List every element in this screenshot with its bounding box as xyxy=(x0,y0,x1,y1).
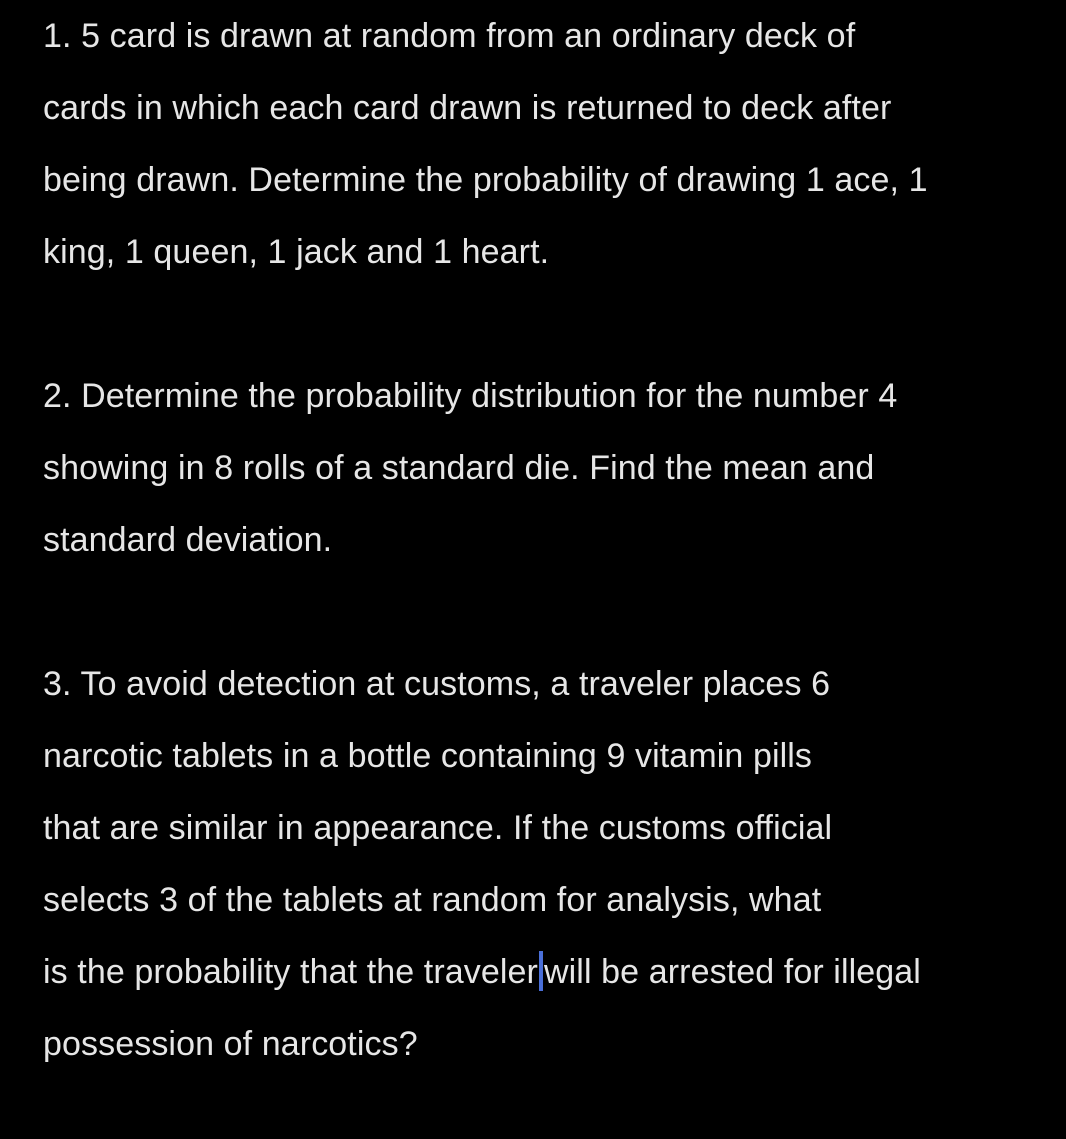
text-cursor xyxy=(539,951,543,991)
text-line: 3. To avoid detection at customs, a traveler places 6 xyxy=(43,665,831,703)
problem-2[interactable] xyxy=(43,360,1043,576)
text-line: being drawn. Determine the probability of drawing 1 ace, 1 xyxy=(43,161,928,199)
text-after-cursor: will be arrested for illegal xyxy=(543,953,921,991)
text-line: selects 3 of the tablets at random for analysis, what xyxy=(43,881,822,919)
text-line: that are similar in appearance. If the customs official xyxy=(43,809,833,847)
text-line: narcotic tablets in a bottle containing 9 vitamin pills xyxy=(43,737,813,775)
text-line: standard deviation. xyxy=(43,521,333,559)
text-line-with-cursor xyxy=(43,936,1043,1008)
text-line: showing in 8 rolls of a standard die. Find the mean and xyxy=(43,449,875,487)
text-line: 2. Determine the probability distribution for the number 4 xyxy=(43,377,898,415)
text-line: 1. 5 card is drawn at random from an ordinary deck of xyxy=(43,17,856,55)
text-line: cards in which each card drawn is returned to deck after xyxy=(43,89,892,127)
text-before-cursor: is the probability that the traveler xyxy=(43,953,538,991)
problem-3[interactable] xyxy=(43,648,1043,1080)
text-line: possession of narcotics? xyxy=(43,1025,418,1063)
text-document[interactable] xyxy=(43,0,1043,1080)
paragraph-spacer xyxy=(43,288,1043,360)
paragraph-spacer xyxy=(43,576,1043,648)
problem-1[interactable] xyxy=(43,0,1043,288)
text-line: king, 1 queen, 1 jack and 1 heart. xyxy=(43,233,550,271)
